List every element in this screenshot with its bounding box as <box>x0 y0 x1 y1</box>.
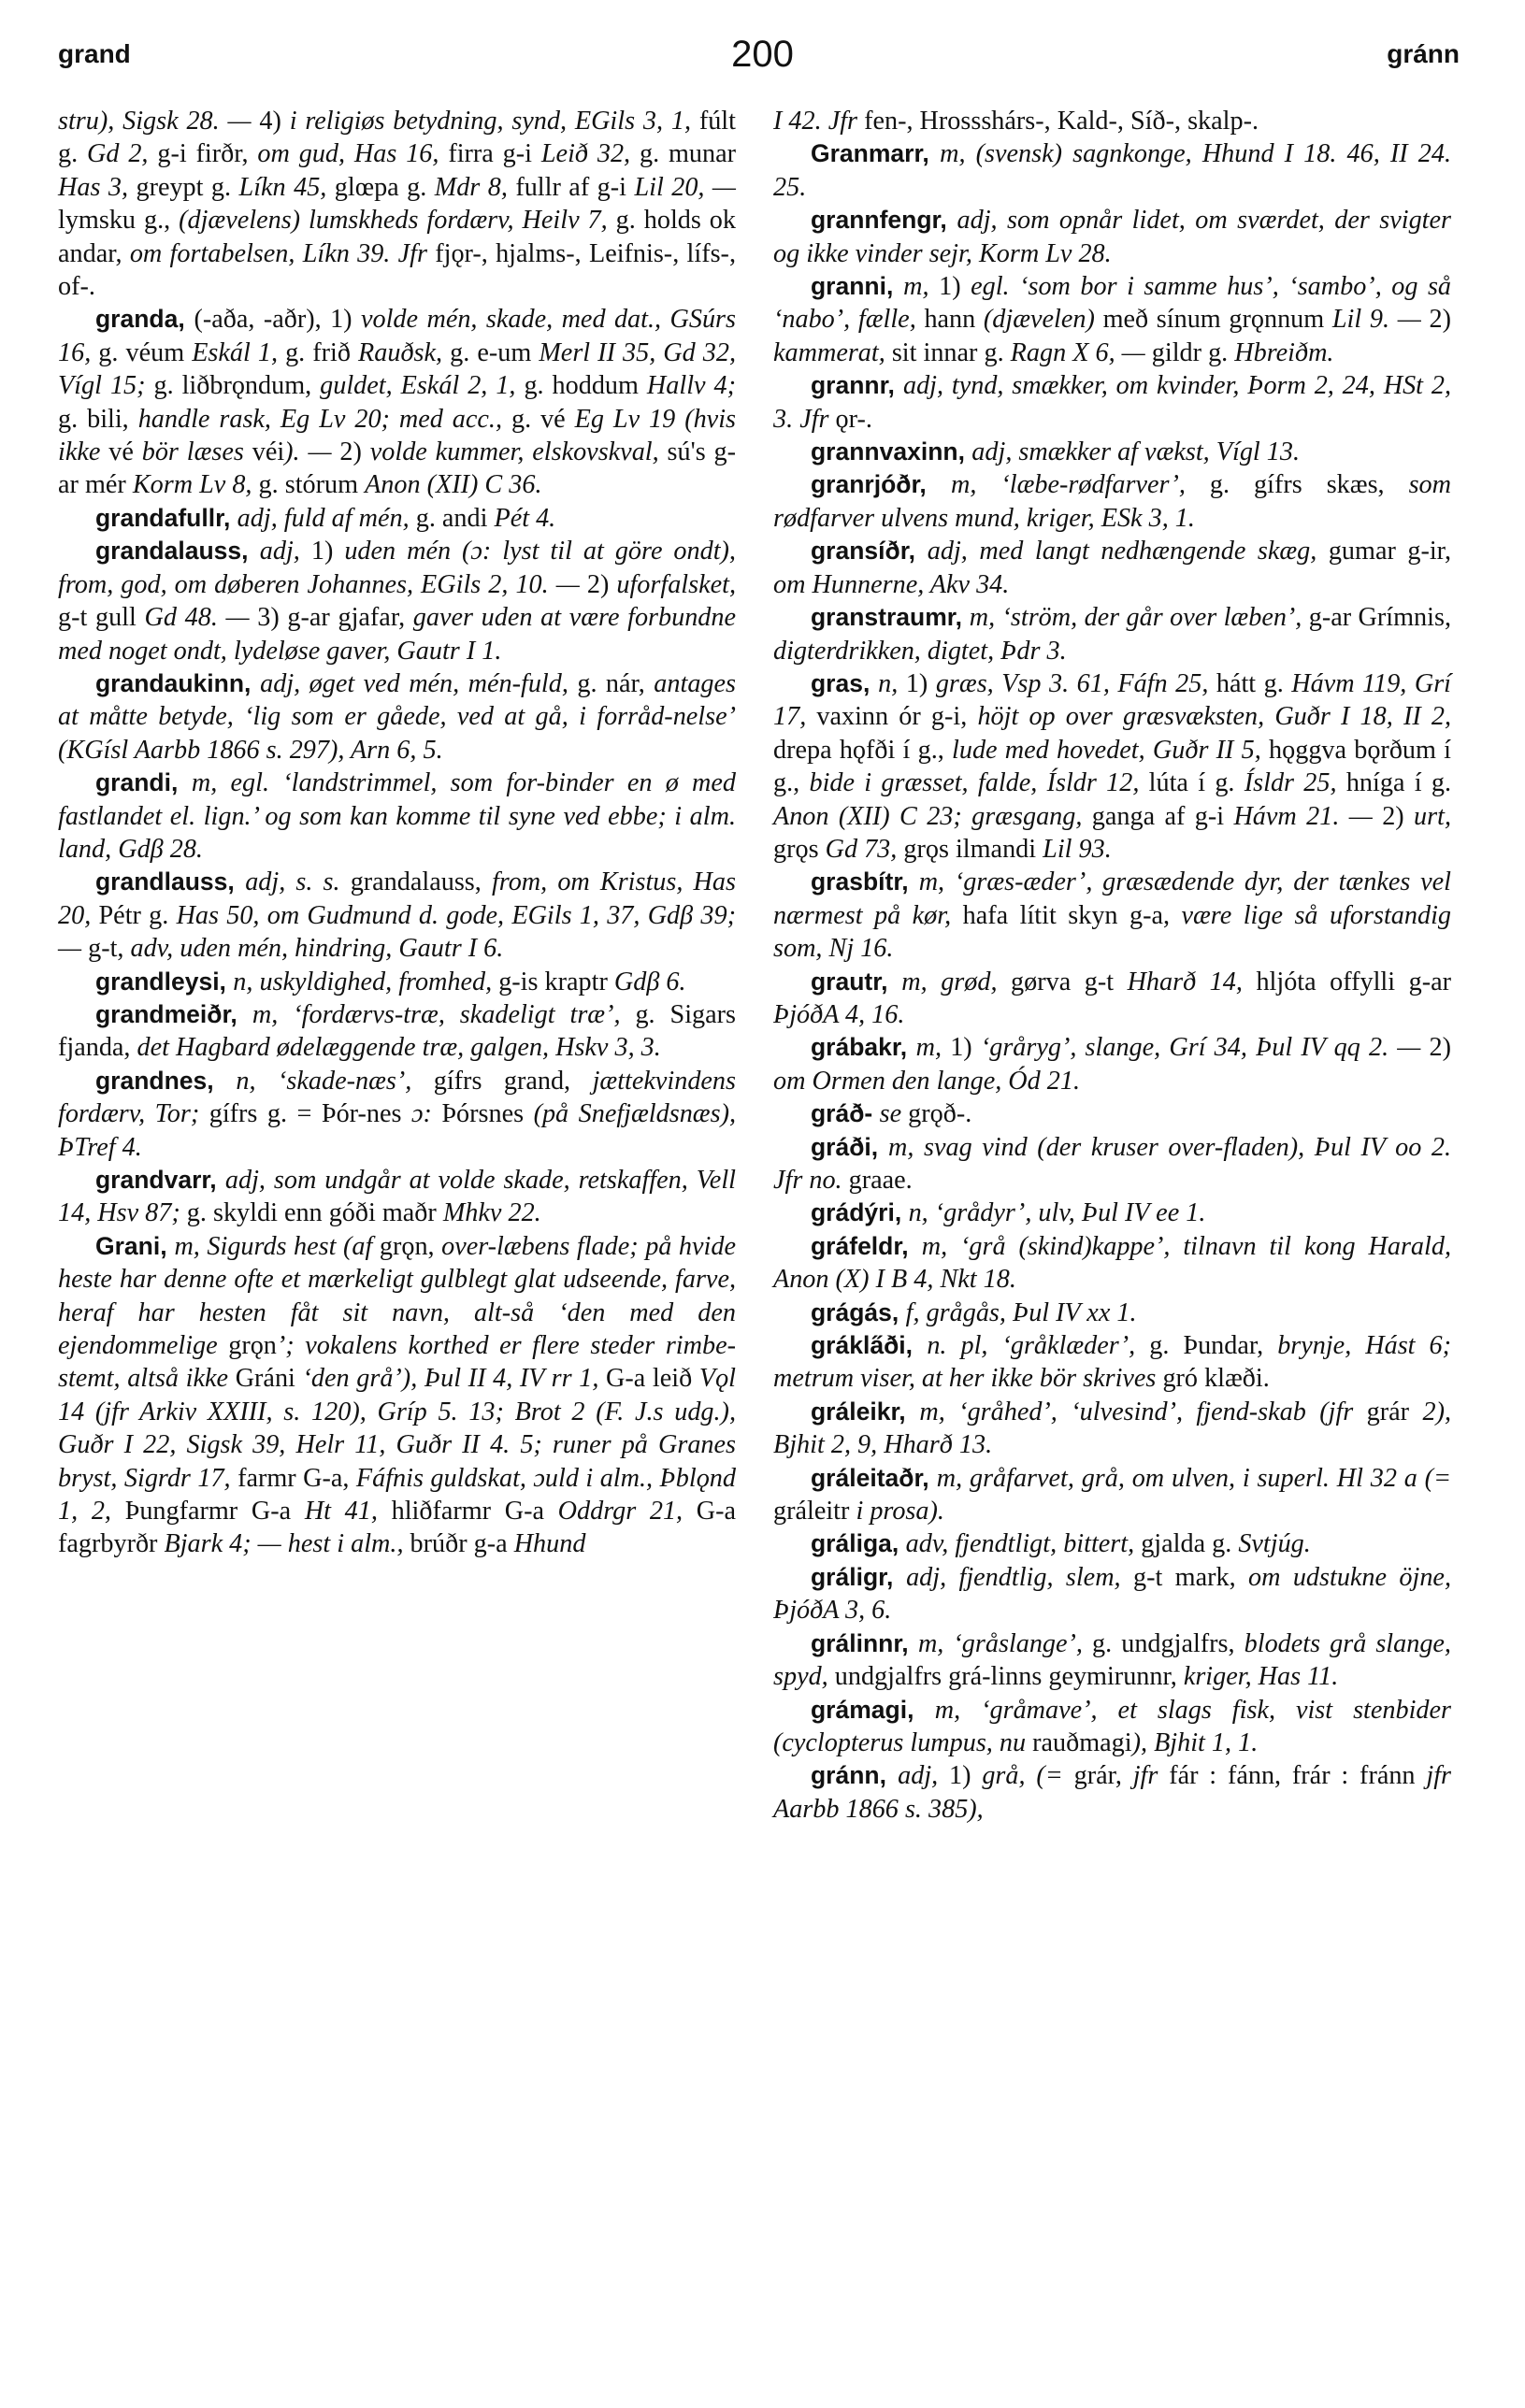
dictionary-entry <box>773 1197 1451 1229</box>
entry-text: volde kummer, elskovskval, <box>369 437 668 467</box>
entry-text: m, Sigurds hest (af <box>174 1231 380 1261</box>
entry-text: bör læses <box>141 437 252 467</box>
entry-text: fár : fánn, frár : fránn <box>1169 1761 1427 1791</box>
dictionary-entry <box>773 105 1451 137</box>
entry-text: Þórsnes <box>441 1099 534 1129</box>
entry-text: adj, som opnår lidet, om sværdet, der svigter og ikke vinder sejr, Korm Lv 28. <box>773 206 1451 268</box>
entry-text: Lil 20, — <box>634 172 736 202</box>
entry-text: m, egl. ‘landstrimmel, som for-binder en ø med fastlandet el. lign.’ og som kan komme til syne ved ebbe; i alm. land, Gdβ 28. <box>58 768 736 864</box>
entry-headword: Granmarr, <box>811 139 941 168</box>
entry-text: Has 3, <box>58 172 137 202</box>
entry-text: det Hagbard ødelæggende træ, galgen, Hskv 3, 3. <box>137 1033 661 1063</box>
entry-headword: grandmeiðr, <box>95 999 252 1028</box>
entry-text: Hharð 14, <box>1127 967 1257 996</box>
entry-text: gildr g. <box>1151 337 1235 367</box>
entry-headword: grágás, <box>811 1297 906 1326</box>
entry-text: Ht 41, <box>304 1497 392 1526</box>
entry-headword: grandleysi, <box>95 967 234 996</box>
entry-text: g. véum <box>98 337 193 367</box>
entry-text: ). — <box>284 437 340 467</box>
dictionary-entry <box>58 966 736 998</box>
entry-text: om fortabelsen, Líkn 39. Jfr <box>129 238 436 268</box>
entry-text: grǫn, <box>379 1231 442 1261</box>
entry-text: m, grød, <box>901 967 1012 996</box>
entry-text: Gráni <box>235 1364 303 1394</box>
entry-text: g-ar Grímnis, <box>1308 603 1451 633</box>
entry-headword: grandafullr, <box>95 503 237 532</box>
entry-text: ‘gråryg’, slange, Grí 34, Þul IV qq 2. — <box>980 1033 1430 1063</box>
entry-text: urt, <box>1414 801 1451 831</box>
entry-headword: Grani, <box>95 1231 175 1260</box>
dictionary-entry <box>58 998 736 1065</box>
entry-headword: grábakr, <box>811 1033 916 1062</box>
entry-headword: grannfengr, <box>811 206 957 235</box>
entry-text: være lige så uforstandig som, Nj 16. <box>773 900 1451 964</box>
entry-text: 2) <box>339 437 370 467</box>
page-header <box>0 34 1525 90</box>
right-column <box>773 105 1451 1826</box>
entry-headword: grandvarr, <box>95 1166 225 1194</box>
dictionary-entry <box>773 1329 1451 1396</box>
entry-text: n, <box>878 668 906 698</box>
entry-text: Gd 48. — <box>144 603 258 633</box>
entry-text: g. Þundar, <box>1149 1331 1278 1361</box>
dictionary-entry <box>58 767 736 866</box>
entry-text: n, ‘skade-næs’, <box>236 1066 434 1096</box>
entry-text: ), Bjhit 1, 1. <box>1131 1727 1259 1757</box>
entry-text: Leið 32, <box>540 139 640 169</box>
dictionary-entry <box>58 1164 736 1230</box>
dictionary-entry <box>58 502 736 535</box>
entry-text: stru), Sigsk 28. — <box>58 107 260 136</box>
entry-text: sú's g-ar mér <box>58 437 737 500</box>
dictionary-entry <box>773 1527 1451 1560</box>
entry-text: hliðfarmr G-a <box>391 1497 558 1526</box>
entry-headword: gráð- <box>811 1099 880 1128</box>
entry-text: kriger, Has 11. <box>1183 1662 1339 1692</box>
entry-text: m, ‘grå (skind)kappe’, tilnavn til kong Harald, Anon (X) I B 4, Nkt 18. <box>773 1231 1451 1295</box>
dictionary-entry <box>773 436 1451 468</box>
dictionary-entry <box>773 1031 1451 1097</box>
entry-text: Pét 4. <box>494 503 556 533</box>
entry-text: adv, uden mén, hindring, Gautr I 6. <box>130 934 504 964</box>
dictionary-entry <box>773 601 1451 667</box>
header-right-guideword: gránn <box>1387 39 1460 68</box>
entry-text: grå, (= <box>982 1761 1074 1791</box>
entry-text: m, ‘ström, der går over læben’, <box>969 603 1309 633</box>
entry-text: grǫs <box>773 834 826 864</box>
entry-text: G-a leið <box>606 1364 699 1394</box>
entry-text: 1) <box>949 1761 983 1791</box>
entry-text: om gud, Has 16, <box>257 139 449 169</box>
entry-text: g. bili, <box>58 404 138 434</box>
entry-text: adj, fuld af mén, <box>237 503 416 533</box>
dictionary-entry <box>773 204 1451 270</box>
dictionary-entry <box>773 137 1451 204</box>
entry-headword: grandi, <box>95 768 192 797</box>
entry-text: gjalda g. <box>1141 1529 1239 1559</box>
entry-text: gráleitr <box>773 1497 856 1526</box>
entry-text: Has 50, om Gudmund d. gode, EGils 1, 37, Gdβ 39; — <box>58 900 737 964</box>
entry-headword: granda, <box>95 305 194 334</box>
entry-text: Anon (XII) C 36. <box>365 470 542 500</box>
entry-headword: granni, <box>811 272 904 301</box>
entry-text: antages at måtte betyde, ‘lig som er gåede, ved at gå, i forråd-nelse’ (KGísl Aarbb 1866 s. 297), Arn 6, 5. <box>58 668 736 765</box>
entry-text: se <box>879 1099 909 1129</box>
entry-text: g-t, <box>88 934 131 964</box>
entry-text: from, om Kristus, Has 20, <box>58 867 736 930</box>
entry-text: græs, Vsp 3. 61, Fáfn 25, <box>935 668 1216 698</box>
entry-text: grǫn <box>228 1331 277 1361</box>
entry-text: 2) <box>1429 1033 1452 1063</box>
entry-text: Þungfarmr G-a <box>124 1497 305 1526</box>
entry-text: g. munar <box>639 139 736 169</box>
entry-text: adj, s. s. <box>245 867 351 897</box>
entry-headword: gransíðr, <box>811 537 928 566</box>
dictionary-entry <box>773 1230 1451 1297</box>
entry-text: Pétr g. <box>98 900 177 930</box>
entry-text: g. skyldi enn góði maðr <box>186 1198 443 1228</box>
entry-text: lúta í g. <box>1148 768 1244 798</box>
entry-text: ’; vokalens korthed er flere steder rimbe-stemt, altså ikke <box>58 1331 736 1394</box>
entry-text: Hávm 119, Grí 17, <box>773 668 1452 732</box>
entry-text: undgjalfrs grá-linns geymirunnr, <box>834 1662 1184 1692</box>
entry-text: m, svag vind (der kruser over-fladen), Þul IV oo 2. Jfr no. <box>773 1132 1451 1195</box>
entry-text: rauðmagi <box>1032 1727 1132 1757</box>
dictionary-entry <box>773 1462 1451 1528</box>
entry-text: gumar g-ir, <box>1328 537 1451 566</box>
entry-text: hafa lítit skyn g-a, <box>962 900 1182 930</box>
entry-text: 1) <box>950 1033 981 1063</box>
entry-text: graae. <box>848 1166 913 1195</box>
entry-text: g. stórum <box>258 470 366 500</box>
entry-text: kammerat, <box>773 337 892 367</box>
entry-text: 2), Bjhit 2, 9, Hharð 13. <box>773 1397 1451 1460</box>
entry-text: 1) <box>939 272 971 302</box>
entry-text: Gdβ 6. <box>613 967 686 996</box>
entry-text: adj, som undgår at volde skade, retskaffen, Vell 14, Hsv 87; <box>58 1166 736 1228</box>
dictionary-entry <box>773 966 1451 1032</box>
entry-text: með sínum grǫnnum <box>1102 305 1332 335</box>
entry-text: vaxinn ór g-i, <box>816 702 978 732</box>
entry-text: om Ormen den lange, Ód 21. <box>773 1066 1081 1096</box>
entry-text: Merl II 35, Gd 32, Vígl 15; <box>58 337 737 401</box>
entry-text: som rødfarver ulvens mund, kriger, ESk 3, 1. <box>773 470 1451 533</box>
entry-text: 1) <box>905 668 936 698</box>
entry-text: m, ‘fordærvs-træ, skadeligt træ’, <box>252 999 636 1029</box>
entry-text: g. undgjalfrs, <box>1092 1628 1244 1658</box>
entry-text: Vǫl 14 (jfr Arkiv XXIII, s. 120), Gríp 5. 13; Brot 2 (F. J.s udg.), Guðr I 22, Sigsk 39, Helr 11, Guðr II 4. 5; runer på Granes bryst, Sigrdr 17, <box>58 1364 737 1493</box>
entry-text: Hbreiðm. <box>1234 337 1334 367</box>
header-left-guideword: grand <box>58 39 131 68</box>
dictionary-entry <box>773 1561 1451 1627</box>
entry-headword: grandalauss, <box>95 537 260 566</box>
entry-text: gaver uden at være forbundne med noget ondt, lydeløse gaver, Gautr I 1. <box>58 603 736 666</box>
entry-text: hljóta offylli g-ar <box>1256 967 1451 996</box>
entry-text: adj, øget ved mén, mén-fuld, <box>260 668 578 698</box>
entry-text: gró klæði. <box>1162 1364 1270 1394</box>
entry-headword: grámagi, <box>811 1695 935 1724</box>
entry-text: jættekvindens fordærv, Tor; <box>58 1066 736 1129</box>
entry-text: glœpa g. <box>334 172 435 202</box>
entry-text: I 42. Jfr <box>773 107 865 136</box>
dictionary-entry <box>773 1131 1451 1197</box>
entry-text: Korm Lv 8, <box>132 470 259 500</box>
entry-text: n. pl, ‘gråklæder’, <box>927 1331 1150 1361</box>
entry-text: hátt g. <box>1216 668 1292 698</box>
entry-text: Mdr 8, <box>434 172 516 202</box>
entry-text: m, ‘gråhed’, ‘ulvesind’, fjend-skab (jfr <box>919 1397 1367 1426</box>
entry-text: grár <box>1366 1397 1423 1426</box>
entry-headword: gráligr, <box>811 1562 907 1591</box>
entry-text: Hallv 4; <box>646 371 736 401</box>
entry-text: Gd 2, <box>87 139 158 169</box>
entry-text: 3) g-ar gjafar, <box>257 603 413 633</box>
entry-headword: grandaukinn, <box>95 668 261 697</box>
entry-text: m, <box>903 272 940 302</box>
entry-text: Hávm 21. — <box>1233 801 1383 831</box>
dictionary-entry <box>773 1097 1451 1130</box>
entry-text: (-aða, -aðr), 1) <box>194 305 361 335</box>
entry-text: g. nár, <box>577 668 655 698</box>
entry-text: höjt op over græsvæksten, Guðr I 18, II 2, <box>977 702 1452 732</box>
entry-text: i prosa). <box>856 1497 944 1526</box>
entry-text: farmr G-a, <box>237 1463 356 1493</box>
entry-headword: gras, <box>811 668 879 697</box>
entry-text: Eg Lv 19 (hvis ikke <box>58 404 736 467</box>
entry-text: m, ‘gråslange’, <box>917 1628 1093 1658</box>
entry-text: Lil 9. — <box>1331 305 1430 335</box>
entry-text: Gd 73, <box>825 834 904 864</box>
entry-text: ganga af g-i <box>1091 801 1234 831</box>
dictionary-entry <box>773 535 1451 601</box>
entry-headword: grannr, <box>811 371 903 400</box>
dictionary-entry <box>773 667 1451 866</box>
entry-text: gífrs grand, <box>433 1066 593 1096</box>
entry-text: (djævelens) lumskheds fordærv, Heilv 7, <box>179 206 616 236</box>
entry-text: 2) <box>1382 801 1415 831</box>
entry-text: g-t mark, <box>1132 1562 1249 1592</box>
entry-text: jfr <box>1132 1761 1170 1791</box>
entry-text: Hhund <box>513 1529 586 1559</box>
entry-text: Bjark 4; — hest i alm., <box>164 1529 410 1559</box>
entry-headword: grasbítr, <box>811 867 919 896</box>
dictionary-entry <box>58 1230 736 1561</box>
entry-text: 2) <box>1429 305 1451 335</box>
entry-text: Líkn 45, <box>238 172 335 202</box>
entry-text: f, grågås, Þul IV xx 1. <box>905 1297 1137 1327</box>
page-number: 200 <box>731 34 794 75</box>
entry-headword: gráleitaðr, <box>811 1463 937 1492</box>
entry-text: om Hunnerne, Akv 34. <box>773 569 1010 599</box>
dictionary-entry <box>773 1297 1451 1329</box>
entry-text: adj, fjendtlig, slem, <box>906 1562 1133 1592</box>
entry-text: egl. ‘som bor i samme hus’, ‘sambo’, og så ‘nabo’, fælle, <box>773 272 1452 335</box>
entry-text: uden mén (ɔ: lyst til at göre ondt), from, god, om døberen Johannes, EGils 2, 10. — <box>58 537 736 599</box>
entry-text: hann <box>924 305 984 335</box>
entry-text: lymsku g., <box>58 206 180 236</box>
entry-text: uforfalsket, <box>616 569 736 599</box>
entry-text: gífrs g. = Þór-nes <box>209 1099 411 1129</box>
entry-text: hníga í g. <box>1345 768 1451 798</box>
entry-text: g. liðbrǫndum, <box>153 371 321 401</box>
entry-text: m, ‘gråmave’, et slags fisk, vist stenbider (cyclopterus lumpus, nu <box>773 1695 1451 1757</box>
entry-text: over-læbens flade; på hvide heste har denne ofte et mærkeligt gulblegt glat udseende, farve, heraf har hesten fåt sit navn, alt-så ‘den med den ejendommelige <box>58 1231 736 1361</box>
entry-text: gørva g-t <box>1011 967 1128 996</box>
entry-text: fullr af g-i <box>515 172 635 202</box>
entry-text: om udstukne öjne, ÞjóðA 3, 6. <box>773 1562 1451 1626</box>
entry-text: volde mén, skade, med dat., GSúrs 16, <box>58 305 736 367</box>
entry-text: bide i græsset, falde, Ísldr 12, <box>809 768 1149 798</box>
entry-text: 2) <box>586 569 617 599</box>
entry-text: m, ‘græs-æder’, græsædende dyr, der tænkes vel nærmest på kør, <box>773 867 1451 930</box>
entry-text: hǫggva bǫrðum í g., <box>773 735 1451 798</box>
entry-headword: gránn, <box>811 1761 899 1790</box>
entry-text: Fáfnis guldskat, ɔuld i alm., Þblǫnd 1, 2, <box>58 1463 736 1526</box>
dictionary-entry <box>773 468 1451 535</box>
entry-text: brynje, Hást 6; metrum viser, at her ikke bör skrives <box>773 1331 1452 1394</box>
entry-text: m, ‘læbe-rødfarver’, <box>951 470 1210 500</box>
entry-text: adj, <box>898 1761 950 1791</box>
entry-text: adj, <box>259 537 311 566</box>
entry-headword: gráfeldr, <box>811 1231 922 1260</box>
entry-text: g. e-um <box>450 337 540 367</box>
entry-text: lude med hovedet, Guðr II 5, <box>952 735 1270 765</box>
dictionary-entry <box>773 1627 1451 1694</box>
entry-text: (på Snefjældsnæs), ÞTref 4. <box>58 1099 737 1162</box>
entry-text: Eskál 1, <box>192 337 286 367</box>
entry-text: g. gífrs skæs, <box>1209 470 1409 500</box>
entry-headword: granrjóðr, <box>811 470 951 499</box>
entry-headword: grádýri, <box>811 1198 909 1227</box>
entry-headword: gráleikr, <box>811 1397 920 1426</box>
entry-text: Anon (XII) C 23; græsgang, <box>773 801 1092 831</box>
entry-headword: grandnes, <box>95 1066 237 1095</box>
entry-headword: grákla̋ði, <box>811 1331 928 1360</box>
entry-text: drepa hǫfði í g., <box>773 735 953 765</box>
entry-headword: grandlauss, <box>95 867 246 896</box>
entry-text: m, (svensk) sagnkonge, Hhund I 18. 46, II 24. 25. <box>773 139 1452 202</box>
dictionary-entry <box>773 1694 1451 1760</box>
dictionary-entry <box>58 667 736 767</box>
entry-text: g. vé <box>511 404 575 434</box>
entry-text: Ísldr 25, <box>1244 768 1346 798</box>
entry-text: fen-, Hrossshárs-, Kald-, Síð-, skalp-. <box>864 107 1259 136</box>
entry-text: ɔ: <box>410 1099 442 1129</box>
dictionary-entry <box>773 369 1451 436</box>
entry-text: fúlt g. <box>58 107 736 169</box>
entry-headword: gráliga, <box>811 1529 906 1558</box>
entry-text: greypt g. <box>136 172 239 202</box>
entry-text: 4) <box>259 107 290 136</box>
entry-text: n, ‘grådyr’, ulv, Þul IV ee 1. <box>908 1198 1206 1228</box>
entry-text: m, <box>915 1033 951 1063</box>
entry-text: g. holds ok andar, <box>58 206 736 268</box>
entry-text: Lil 93. <box>1043 834 1112 864</box>
entry-headword: gráði, <box>811 1132 889 1161</box>
dictionary-entry <box>58 535 736 667</box>
entry-headword: grautr, <box>811 967 902 996</box>
entry-text: g-is kraptr <box>498 967 614 996</box>
entry-text: Oddrgr 21, <box>557 1497 697 1526</box>
entry-text: grǫð-. <box>908 1099 972 1129</box>
dictionary-entry <box>58 1065 736 1164</box>
entry-text: jfr Aarbb 1866 s. 385), <box>773 1761 1451 1824</box>
entry-text: brúðr g-a <box>410 1529 514 1559</box>
entry-text: firra g-i <box>448 139 541 169</box>
entry-text: fjǫr-, hjalms-, Leifnis-, lífs-, of-. <box>58 238 736 302</box>
left-column <box>58 105 736 1561</box>
entry-text: véi <box>252 437 285 467</box>
entry-text: grár, <box>1073 1761 1133 1791</box>
entry-text: Rauðsk, <box>358 337 451 367</box>
entry-text: adj, med langt nedhængende skæg, <box>927 537 1329 566</box>
entry-text: g-t gull <box>58 603 145 633</box>
entry-text: adj, tynd, smækker, om kvinder, Þorm 2, 24, HSt 2, 3. Jfr <box>773 371 1451 434</box>
entry-text: sit innar g. <box>891 337 1011 367</box>
dictionary-entry <box>773 866 1451 965</box>
entry-text: guldet, Eskál 2, 1, <box>320 371 525 401</box>
dictionary-entry <box>773 270 1451 369</box>
entry-text: digterdrikken, digtet, Þdr 3. <box>773 636 1067 666</box>
entry-text: adv, fjendtligt, bittert, <box>905 1529 1142 1559</box>
entry-text: 1) <box>310 537 345 566</box>
entry-text: n, uskyldighed, fromhed, <box>233 967 499 996</box>
entry-text: Ragn X 6, — <box>1010 337 1152 367</box>
dictionary-entry <box>58 303 736 501</box>
entry-headword: grálinnr, <box>811 1628 918 1657</box>
dictionary-entry <box>773 1759 1451 1826</box>
entry-text: i religiøs betydning, synd, EGils 3, 1, <box>289 107 699 136</box>
dictionary-entry <box>773 1396 1451 1462</box>
entry-text: g. andi <box>415 503 495 533</box>
entry-text: g. frið <box>285 337 359 367</box>
entry-text: g. Sigars fjanda, <box>58 999 736 1063</box>
entry-text: ǫr-. <box>835 404 872 434</box>
entry-text: adj, smækker af vækst, Vígl 13. <box>971 437 1301 467</box>
entry-text: Svtjúg. <box>1238 1529 1311 1559</box>
dictionary-entry <box>58 105 736 303</box>
entry-text: grǫs ilmandi <box>903 834 1043 864</box>
entry-text: G-a fagrbyrðr <box>58 1497 737 1559</box>
entry-text: blodets grå slange, spyd, <box>773 1628 1451 1692</box>
entry-text: m, gråfarvet, grå, om ulven, i superl. Hl 32 a (= <box>936 1463 1451 1493</box>
entry-text: ‘den grå’), Þul II 4, IV rr 1, <box>302 1364 607 1394</box>
entry-text: grandalauss, <box>350 867 492 897</box>
dictionary-entry <box>58 866 736 965</box>
entry-text: g. hoddum <box>524 371 647 401</box>
entry-text: Mhkv 22. <box>442 1198 541 1228</box>
entry-text: handle rask, Eg Lv 20; med acc., <box>137 404 511 434</box>
entry-headword: granstraumr, <box>811 603 970 632</box>
entry-text: ÞjóðA 4, 16. <box>773 999 905 1029</box>
entry-text: (djævelen) <box>983 305 1103 335</box>
entry-text: g-i firðr, <box>157 139 258 169</box>
entry-text: vé <box>108 437 142 467</box>
entry-headword: grannvaxinn, <box>811 437 972 466</box>
